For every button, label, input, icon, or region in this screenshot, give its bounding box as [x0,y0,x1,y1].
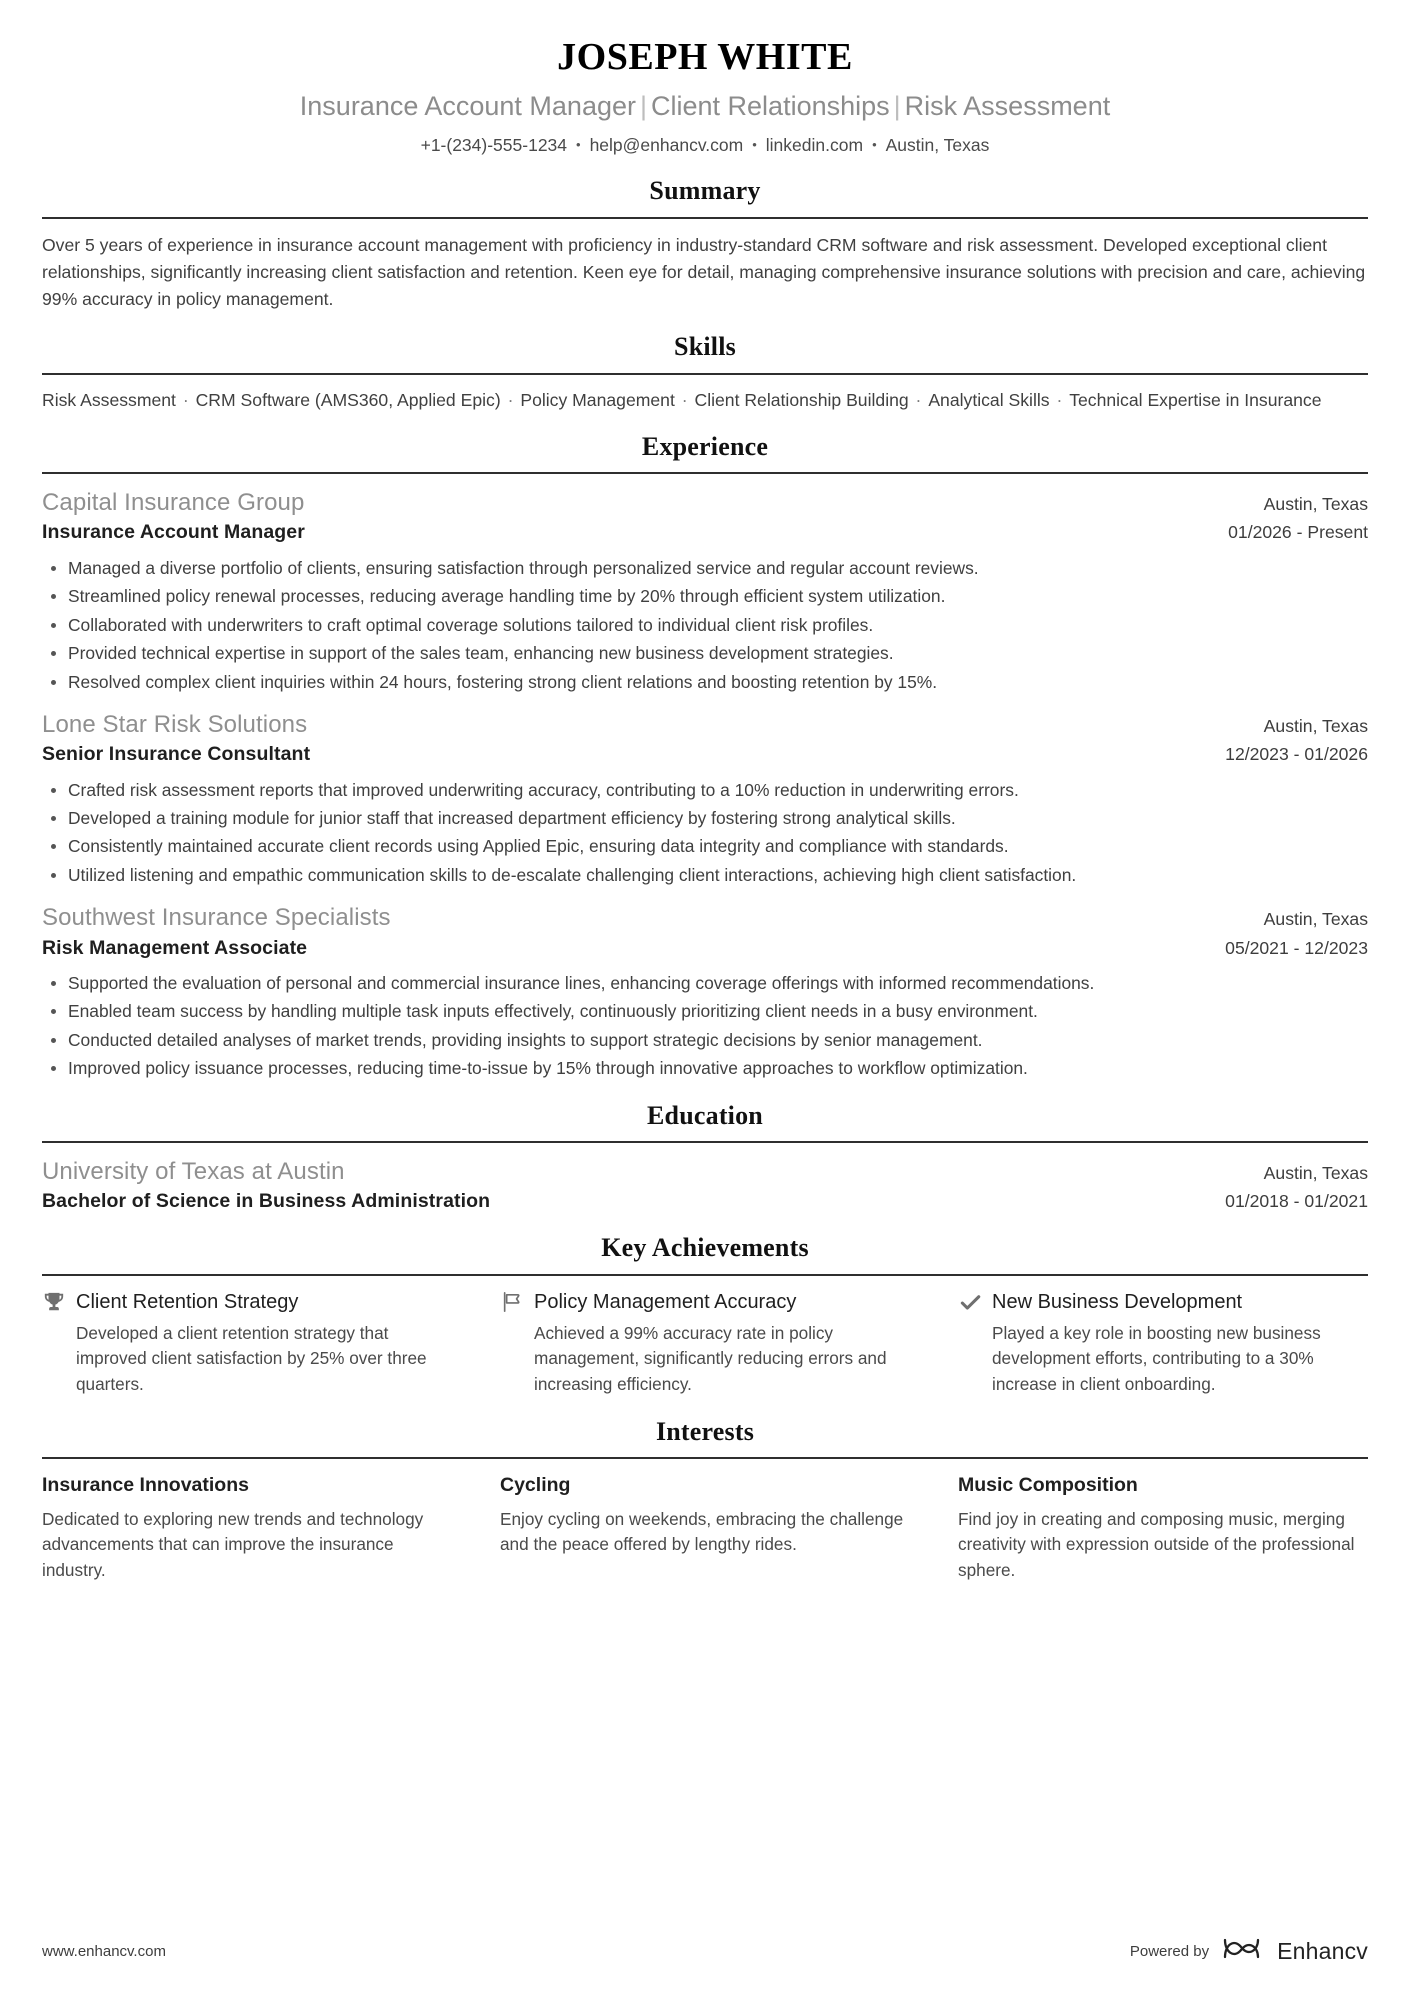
bullet-separator-icon: • [872,136,877,152]
page-footer [42,1936,1368,1967]
section-rule [42,373,1368,375]
contact-phone: +1-(234)-555-1234 [420,134,568,155]
bullet-separator-icon: • [752,136,757,152]
enhancv-logo-icon [1222,1936,1264,1967]
section-heading-summary: Summary [649,176,761,206]
achievement-description: Developed a client retention strategy that improved client satisfaction by 25% over three quarters. [76,1322,427,1395]
trophy-icon [42,1290,66,1314]
job-title: Insurance Account Manager [42,521,305,544]
page-title: JOSEPH WHITE [557,36,853,78]
job-title: Senior Insurance Consultant [42,743,311,766]
job-dates: 01/2026 - Present [1228,522,1368,543]
degree-title: Bachelor of Science in Business Administration [42,1190,491,1213]
interest-card [958,1473,1368,1584]
achievement-description: Achieved a 99% accuracy rate in policy management, significantly reducing errors and increasing efficiency. [534,1322,887,1395]
job-bullet: Improved policy issuance processes, reducing time-to-issue by 15% through innovative approaches to workflow optimization. [42,1055,1368,1081]
education-entries [42,1156,1368,1215]
achievement-cards [42,1290,1368,1398]
contact-location: Austin, Texas [885,134,990,155]
company-location: Austin, Texas [1263,715,1368,736]
education-entry [42,1156,1368,1215]
skill-separator-icon: · [177,389,194,410]
school-name: University of Texas at Austin [42,1157,345,1185]
skills-list [42,387,1368,413]
skill-separator-icon: · [1051,389,1068,410]
skill-separator-icon: · [502,389,519,410]
interest-description: Dedicated to exploring new trends and technology advancements that can improve the insurance industry. [42,1508,424,1581]
resume-header [42,34,1368,157]
job-bullet-list [42,970,1368,1082]
skill-separator-icon: · [676,389,693,410]
interest-title: Insurance Innovations [42,1474,249,1497]
interest-cards [42,1473,1368,1584]
achievement-card [958,1290,1368,1398]
job-bullet: Streamlined policy renewal processes, reducing average handling time by 20% through efficient system utilization. [42,583,1368,609]
contact-linkedin[interactable]: linkedin.com [765,134,864,155]
section-experience [42,431,1368,1082]
section-education [42,1100,1368,1215]
job-bullet-list [42,777,1368,889]
experience-entry [42,902,1368,1081]
brand-name: Enhancv [1277,1938,1368,1964]
experience-entry-sub [42,520,1368,545]
section-heading-key-achievements: Key Achievements [601,1233,809,1263]
job-bullet: Crafted risk assessment reports that improved underwriting accuracy, contributing to a 10% reduction in underwriting errors. [42,777,1368,803]
job-title: Risk Management Associate [42,936,308,959]
job-bullet: Provided technical expertise in support of the sales team, enhancing new business development strategies. [42,640,1368,666]
bullet-separator-icon: • [576,136,581,152]
company-location: Austin, Texas [1263,909,1368,930]
section-skills [42,331,1368,413]
achievement-card [500,1290,910,1398]
interest-title: Music Composition [958,1474,1138,1497]
headline-part-2: Client Relationships [651,90,890,121]
job-bullet: Enabled team success by handling multiple task inputs effectively, continuously prioritizing client needs in a busy environment. [42,998,1368,1024]
skill-item: Client Relationship Building [694,389,909,410]
section-rule [42,217,1368,219]
section-rule [42,1457,1368,1459]
education-entry-top [42,1156,1368,1187]
achievement-title: Policy Management Accuracy [534,1290,797,1313]
check-icon [958,1290,982,1314]
skill-separator-icon: · [910,389,927,410]
experience-entry-top [42,487,1368,518]
powered-by-label: Powered by [1129,1943,1210,1960]
skill-item: Risk Assessment [42,389,176,410]
job-bullet: Consistently maintained accurate client records using Applied Epic, ensuring data integrity and compliance with standards. [42,833,1368,859]
section-rule [42,1274,1368,1276]
company-location: Austin, Texas [1263,494,1368,515]
experience-entry-top [42,709,1368,740]
section-rule [42,1141,1368,1143]
job-bullet: Utilized listening and empathic communication skills to de-escalate challenging client interactions, achieving high client satisfaction. [42,862,1368,888]
job-bullet: Conducted detailed analyses of market trends, providing insights to support strategic decisions by senior management. [42,1027,1368,1053]
footer-brand [1130,1936,1368,1967]
job-bullet: Supported the evaluation of personal and commercial insurance lines, enhancing coverage offerings with informed recommendations. [42,970,1368,996]
footer-website-link[interactable]: www.enhancv.com [42,1943,166,1960]
headline-divider-icon: | [893,90,901,121]
headline-divider-icon: | [640,90,648,121]
section-heading-experience: Experience [641,432,769,461]
interest-description: Enjoy cycling on weekends, embracing the challenge and the peace offered by lengthy rides. [500,1508,904,1555]
achievement-header [958,1290,1368,1315]
interest-description: Find joy in creating and composing music, merging creativity with expression outside of the professional sphere. [958,1508,1355,1581]
skill-item: CRM Software (AMS360, Applied Epic) [195,389,501,410]
section-interests [42,1416,1368,1584]
achievement-header [42,1290,452,1315]
interest-card [500,1473,910,1584]
achievement-title: New Business Development [992,1290,1243,1313]
section-key-achievements [42,1232,1368,1398]
job-bullet-list [42,555,1368,695]
section-summary [42,175,1368,313]
company-name: Capital Insurance Group [42,489,305,517]
skill-item: Analytical Skills [928,389,1050,410]
experience-entry-sub [42,936,1368,961]
section-heading-education: Education [647,1100,763,1130]
school-location: Austin, Texas [1263,1162,1368,1183]
job-dates: 12/2023 - 01/2026 [1225,744,1368,765]
degree-dates: 01/2018 - 01/2021 [1225,1191,1368,1212]
interest-card [42,1473,452,1584]
achievement-description: Played a key role in boosting new business development efforts, contributing to a 30% increase in client onboarding. [992,1322,1321,1395]
contact-line [42,133,1368,158]
job-bullet: Developed a training module for junior staff that increased department efficiency by fostering strong analytical skills. [42,805,1368,831]
company-name: Southwest Insurance Specialists [42,904,391,932]
skill-item: Technical Expertise in Insurance [1069,389,1322,410]
section-heading-skills: Skills [674,332,736,362]
experience-entries [42,487,1368,1081]
experience-entry-sub [42,742,1368,767]
section-heading-interests: Interests [655,1416,755,1446]
education-entry-sub [42,1189,1368,1214]
achievement-header [500,1290,910,1315]
job-bullet: Collaborated with underwriters to craft optimal coverage solutions tailored to individual client risk profiles. [42,612,1368,638]
experience-entry-top [42,902,1368,933]
achievement-card [42,1290,452,1398]
flag-icon [500,1290,524,1314]
job-bullet: Resolved complex client inquiries within 24 hours, fostering strong client relations and boosting retention by 15%. [42,669,1368,695]
contact-email[interactable]: help@enhancv.com [589,134,744,155]
job-bullet: Managed a diverse portfolio of clients, ensuring satisfaction through personalized service and regular account reviews. [42,555,1368,581]
achievement-title: Client Retention Strategy [76,1290,299,1313]
interest-title: Cycling [500,1474,571,1497]
job-dates: 05/2021 - 12/2023 [1225,937,1368,958]
professional-headline [42,88,1368,124]
skill-item: Policy Management [520,389,675,410]
summary-text: Over 5 years of experience in insurance account management with proficiency in industry-standard CRM software and risk assessment. Developed exceptional client relationships, significantly increasing client satisfaction and retention. Keen eye for detail, managing comprehensive insurance solutions with precision and care, achieving 99% accuracy in policy management. [42,234,1366,310]
company-name: Lone Star Risk Solutions [42,710,308,738]
headline-part-1: Insurance Account Manager [299,90,636,121]
experience-entry [42,709,1368,888]
experience-entry [42,487,1368,695]
section-rule [42,472,1368,474]
headline-part-3: Risk Assessment [904,90,1111,121]
